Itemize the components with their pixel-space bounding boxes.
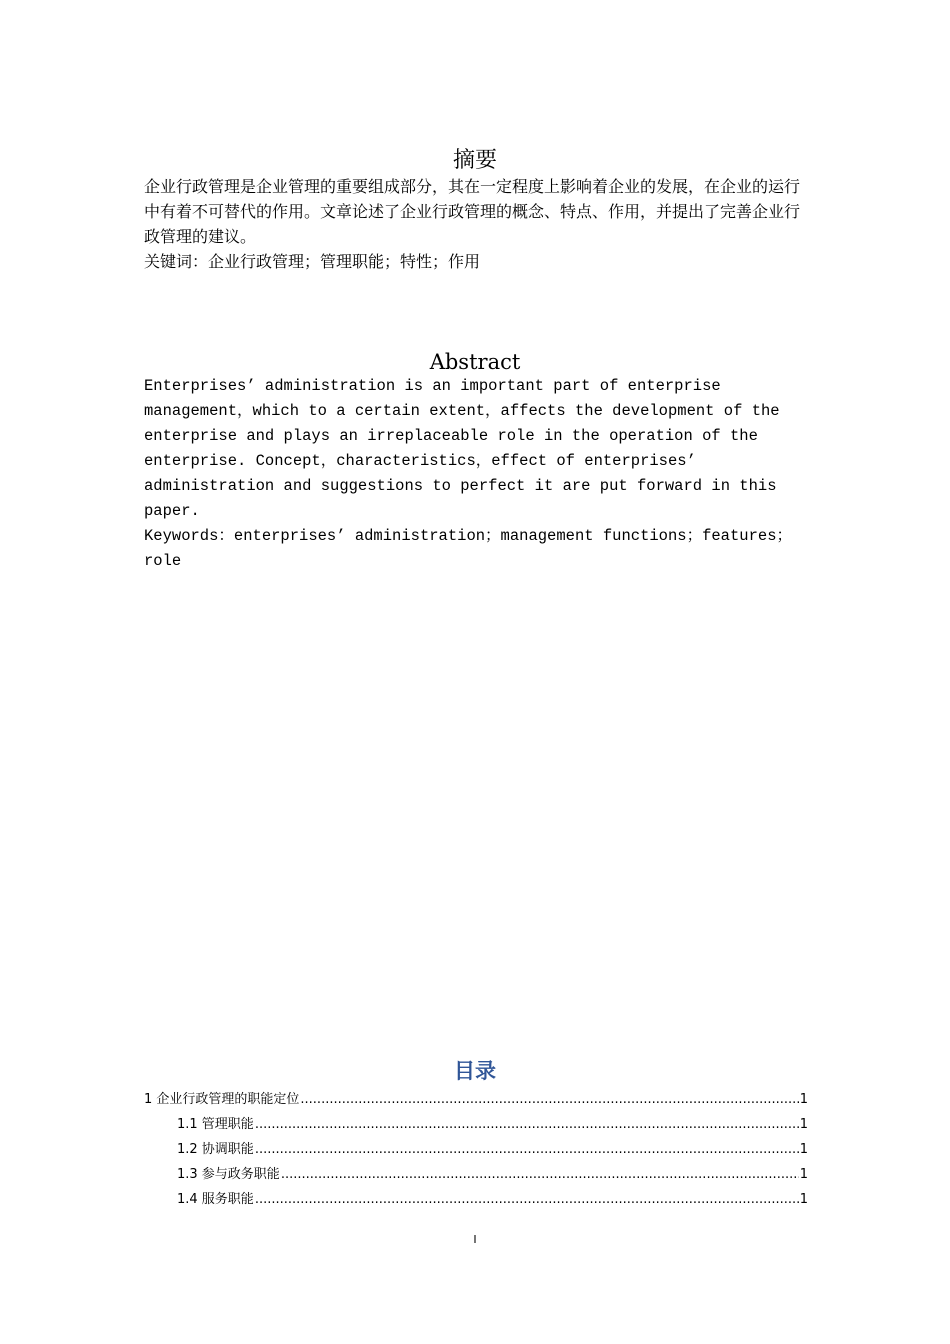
abstract-en-title: Abstract: [429, 350, 521, 374]
abstract-cn-keywords: 关键词：企业行政管理；管理职能；特性；作用: [144, 252, 481, 271]
toc-entry-page: 1: [799, 1167, 808, 1182]
toc-entry-page: 1: [799, 1142, 808, 1157]
toc-leader-dots: [255, 1187, 799, 1212]
abstract-en-paragraph: Enterprises’ administration is an important part of enterprise management，which to a certain extent，affects the development of the enterprise and plays an irreplaceable role in the operation of the enterprise. Concept，characteristics，effect of enterprises’ administration and suggestions to perfect it are put forward in this paper.: [144, 377, 789, 520]
toc-leader-dots: [300, 1087, 798, 1112]
table-of-contents: [144, 1087, 808, 1212]
toc-entry-label: 1.2 协调职能: [177, 1142, 254, 1157]
toc-entry[interactable]: [144, 1137, 808, 1162]
toc-entry[interactable]: [144, 1112, 808, 1137]
toc-entry-label: 1.3 参与政务职能: [177, 1167, 280, 1182]
toc-title: 目录: [454, 1059, 496, 1083]
toc-entry-label: 1.4 服务职能: [177, 1192, 254, 1207]
toc-leader-dots: [281, 1162, 799, 1187]
toc-entry-label: 1.1 管理职能: [177, 1117, 254, 1132]
abstract-cn-paragraph: 企业行政管理是企业管理的重要组成部分，其在一定程度上影响着企业的发展，在企业的运行中有着不可替代的作用。文章论述了企业行政管理的概念、特点、作用，并提出了完善企业行政管理的建议。: [144, 177, 801, 246]
abstract-en-keywords: Keywords：enterprises’ administration；management functions；features；role: [144, 527, 792, 570]
toc-leader-dots: [255, 1112, 799, 1137]
abstract-en-body: [144, 374, 810, 574]
toc-entry[interactable]: [144, 1162, 808, 1187]
toc-entry-label: 1 企业行政管理的职能定位: [144, 1092, 300, 1107]
toc-entry-page: 1: [799, 1192, 808, 1207]
abstract-cn-title: 摘要: [452, 148, 497, 173]
toc-entry[interactable]: [144, 1087, 808, 1112]
toc-leader-dots: [255, 1137, 799, 1162]
page-number: I: [473, 1233, 477, 1246]
toc-entry-page: 1: [799, 1092, 808, 1107]
toc-entry-page: 1: [799, 1117, 808, 1132]
toc-entry[interactable]: [144, 1187, 808, 1212]
abstract-cn-body: [144, 174, 810, 274]
